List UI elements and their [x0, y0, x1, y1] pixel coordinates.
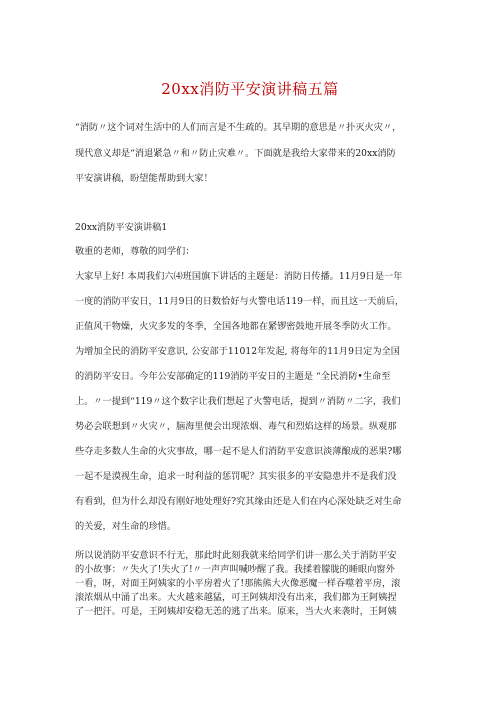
intro-line: “消防〃这个词对生活中的人们而言是不生疏的。其早期的意思是〃扑灭火灾〃，	[75, 122, 402, 133]
body-line: 大家早上好! 本周我们六⑷班国旗下讲话的主题是：消防日传播。11月9日是一年	[75, 271, 403, 282]
story-line: 所以说消防平安意识不行无，那此时此刻我就来给同学们讲一那么关于消防平安	[75, 550, 397, 561]
section-heading: 20xx消防平安演讲稿1	[75, 222, 168, 233]
body-line: 正值风干物燥，火灾多发的冬季，全国各地都在紧锣密鼓地开展冬季防火工作。	[75, 321, 397, 332]
body-line: 为增加全民的消防平安意识, 公安部于11012年发起, 将每年的11月9日定为全国	[75, 346, 400, 357]
intro-line: 现代意义却是“消退紧急〃和〃防止灾难〃。下面就是我给大家带来的20xx消防	[75, 148, 396, 159]
body-line: 一度的消防平安日，11月9日的日数恰好与火警电话119一样，而且这一天前后，	[75, 296, 405, 307]
body-line: 些夺走多数人生命的火灾事故，哪一起不是人们消防平安意识淡薄酿成的恶果?哪	[75, 446, 402, 457]
body-line: 有看到，但为什么却没有刚好地处理好?究其缘由还是人们在内心深处缺乏对生命	[75, 496, 402, 507]
body-line: 上。〃一提到“119〃这个数字让我们想起了火警电话，提到〃消防〃二字，我们	[75, 396, 401, 407]
body-line: 的消防平安日。今年公安部确定的119消防平安日的主题是 “全民消防•生命至	[75, 371, 391, 382]
body-line: 势必会联想到〃火灾〃，脑海里便会出现浓烟、毒气和烈焰这样的场景。纵观那	[75, 421, 397, 432]
intro-line: 平安演讲稿，盼望能帮助到大家！	[75, 173, 213, 184]
story-line: 一看，呀，对面王阿姨家的小平房着火了!那熊熊大火像恶魔一样吞噬着平房，滚	[75, 578, 401, 589]
story-line: 了一把汗。可是，王阿姨却安稳无恙的逃了出来。原来，当大火来袭时，王阿姨	[75, 606, 397, 617]
story-line: 的小故事：〃失火了!失火了!〃一声声叫喊吵醒了我。我揉着朦胧的睡眼向窗外	[75, 564, 395, 575]
body-line: 的关爱，对生命的珍惜。	[75, 521, 177, 532]
document-title: 20xx消防平安演讲稿五篇	[161, 80, 339, 98]
story-line: 滚浓烟从中涌了出来。大火越来越猛，可王阿姨却没有出来，我们都为王阿姨捏	[75, 592, 397, 603]
body-line: 一起不是漠视生命，追求一时利益的惩罚呢？其实很多的平安隐患并不是我们没	[75, 471, 397, 482]
greeting: 敬重的老师，尊敬的同学们：	[75, 246, 195, 257]
